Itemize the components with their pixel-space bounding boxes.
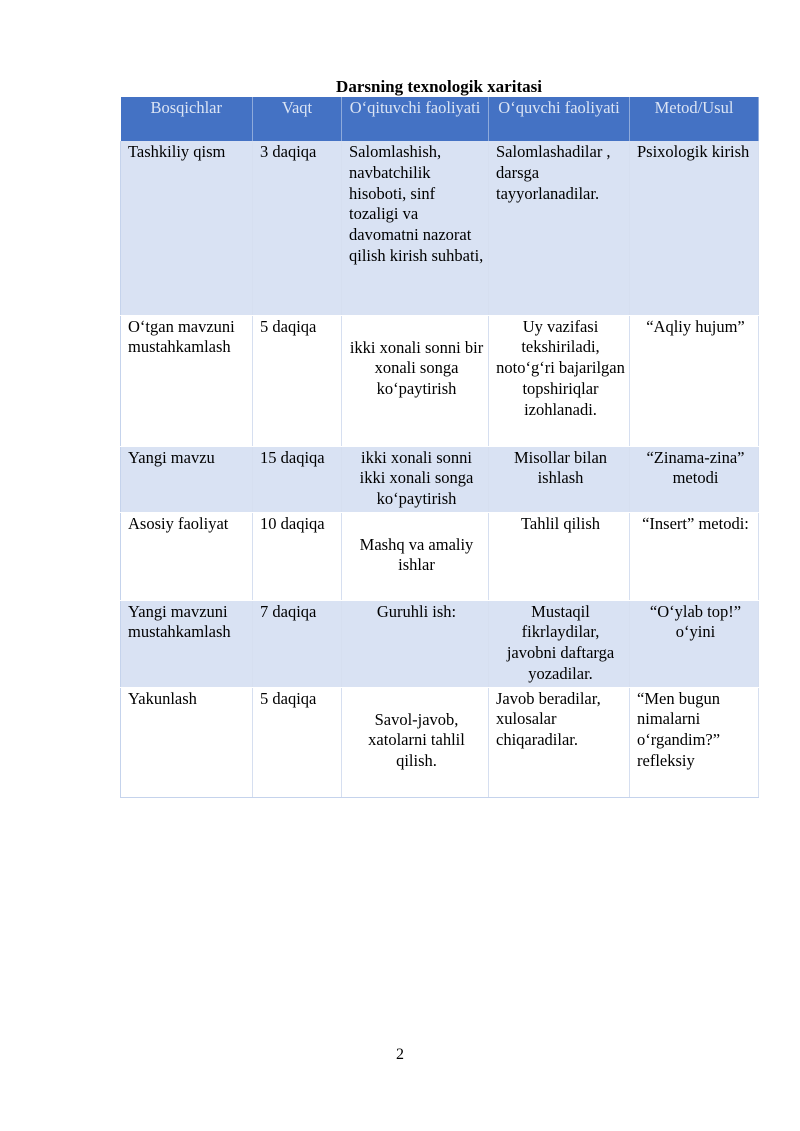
stage-cell: Asosiy faoliyat [121,512,253,600]
stage-cell: Yangi mavzu [121,446,253,512]
page-number: 2 [396,1046,404,1063]
student-activity-cell: Mustaqil fikrlaydilar, javobni daftarga yozadilar. [489,600,630,687]
method-cell: “Aqliy hujum” [630,315,759,446]
table-header-row [121,97,759,141]
student-activity-cell: Salomlashadilar , darsga tayyorlanadilar. [489,141,630,315]
student-activity-cell: Javob beradilar, xulosalar chiqaradilar. [489,687,630,797]
teacher-activity-text: ikki xonali sonni bir xonali songa ko‘paytirish [349,337,484,399]
method-cell: Psixologik kirish [630,141,759,315]
time-cell: 3 daqiqa [253,141,342,315]
teacher-activity-cell [342,315,489,446]
table-row [121,512,759,600]
time-cell: 10 daqiqa [253,512,342,600]
header-stages: Bosqichlar [121,97,253,141]
time-cell: 7 daqiqa [253,600,342,687]
table-row [121,315,759,446]
stage-cell: Yangi mavzuni mustahkamlash [121,600,253,687]
lesson-map-table [120,97,759,798]
student-activity-cell: Misollar bilan ishlash [489,446,630,512]
student-activity-cell: Tahlil qilish [489,512,630,600]
table-row [121,446,759,512]
time-cell: 15 daqiqa [253,446,342,512]
time-cell: 5 daqiqa [253,687,342,797]
student-activity-cell: Uy vazifasi tekshiriladi, noto‘g‘ri bajarilgan topshiriqlar izohlanadi. [489,315,630,446]
teacher-activity-cell: Guruhli ish: [342,600,489,687]
header-time: Vaqt [253,97,342,141]
teacher-activity-text: Mashq va amaliy ishlar [359,534,474,575]
teacher-activity-cell: ikki xonali sonni ikki xonali songa ko‘paytirish [342,446,489,512]
header-teacher-activity: O‘qituvchi faoliyati [342,97,489,141]
table-row [121,600,759,687]
method-cell: “Insert” metodi: [630,512,759,600]
header-method: Metod/Usul [630,97,759,141]
teacher-activity-text: Savol-javob, xatolarni tahlil qilish. [368,709,465,771]
teacher-activity-cell [342,512,489,600]
stage-cell: O‘tgan mavzuni mustahkamlash [121,315,253,446]
teacher-activity-cell [342,687,489,797]
page-title: Darsning texnologik xaritasi [336,77,542,96]
header-student-activity: O‘quvchi faoliyati [489,97,630,141]
method-cell: “Men bugun nimalarni o‘rgandim?” refleksiy [630,687,759,797]
stage-cell: Tashkiliy qism [121,141,253,315]
table-row [121,687,759,797]
method-cell: “Zinama-zina” metodi [630,446,759,512]
time-cell: 5 daqiqa [253,315,342,446]
table-row [121,141,759,315]
teacher-activity-cell: Salomlashish, navbatchilik hisoboti, sinf tozaligi va davomatni nazorat qilish kirish suhbati, [342,141,489,315]
stage-cell: Yakunlash [121,687,253,797]
method-cell: “O‘ylab top!” o‘yini [630,600,759,687]
